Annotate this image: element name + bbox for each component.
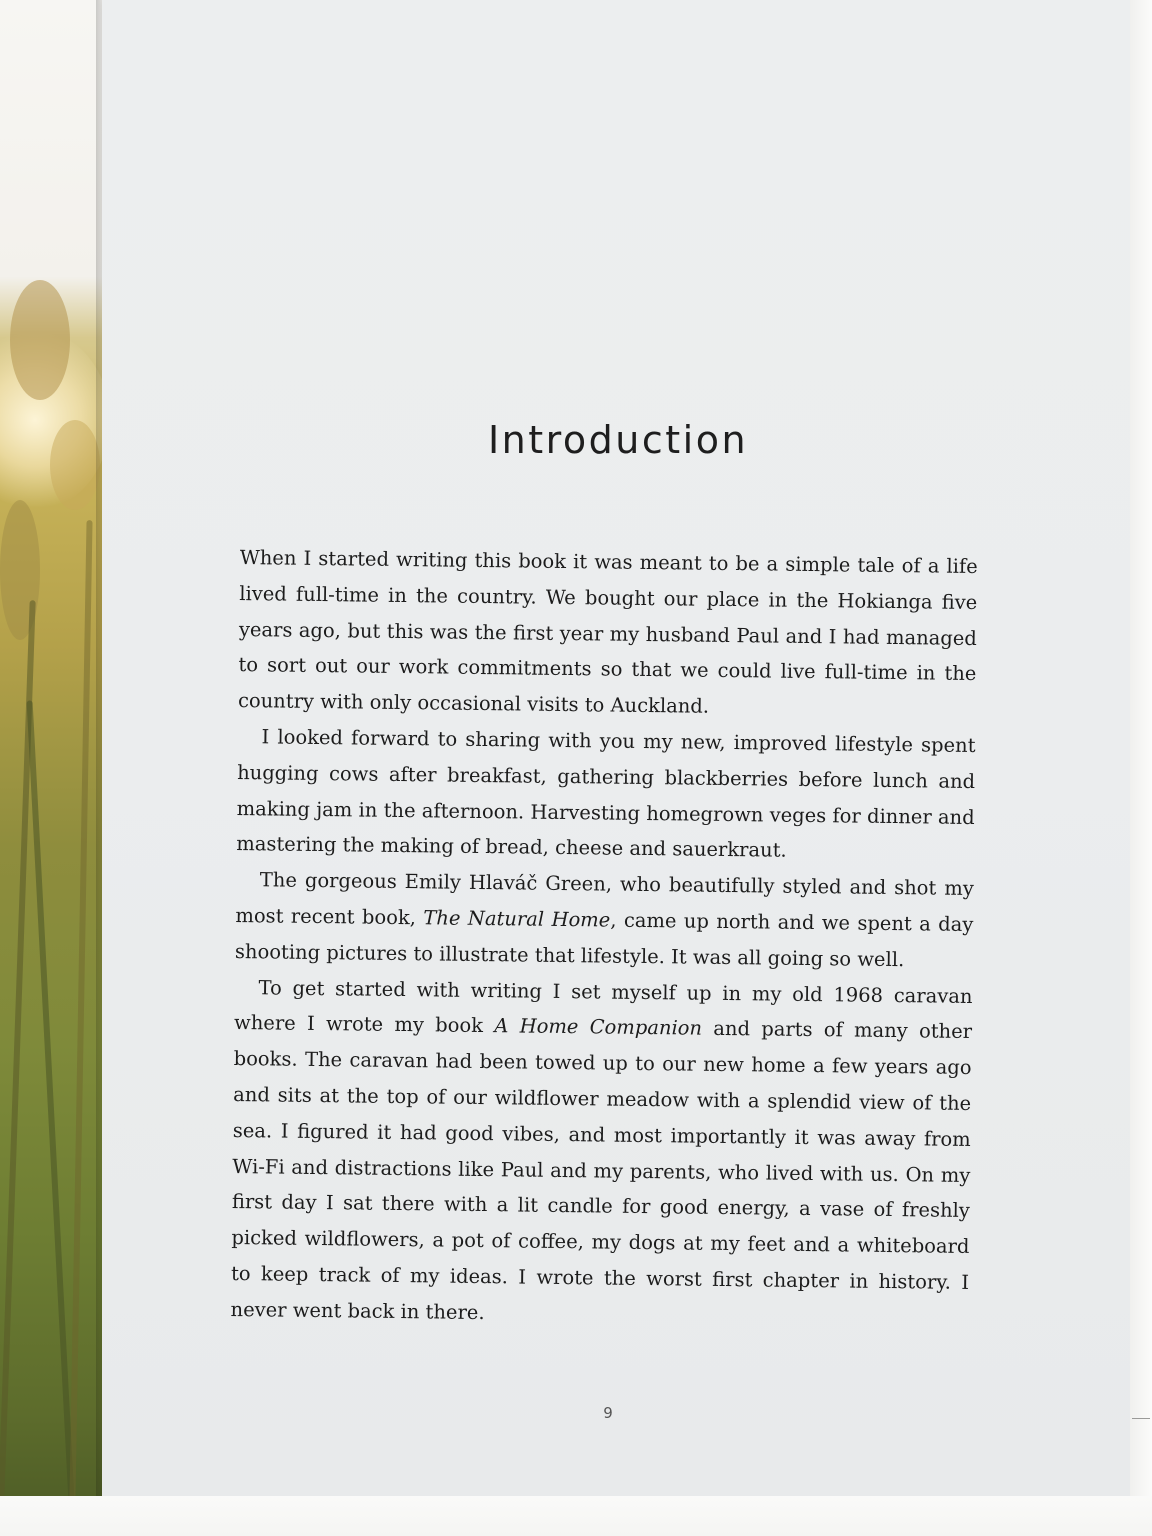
paragraph-text: and parts of many other books. The caravan had been towed up to our new home a few years ago and sits at the top of our wildflower meadow with a splendid view of the sea. I figured it had good vibes, and most importantly it was away from Wi-Fi and distractions like Paul and my parents, who lived with us. On my first day I sat there with a lit candle for good energy, a vase of freshly picked wildflowers, a pot of coffee, my dogs at my feet and a whiteboard to keep track of my ideas. I wrote the worst first chapter in history. I never went back in there. [230, 1017, 973, 1324]
body-text [230, 540, 978, 1336]
facing-page-photo [0, 0, 104, 1536]
grass-tuft [50, 420, 100, 510]
paragraph-text: I looked forward to sharing with you my new, improved lifestyle spent hugging cows after breakfast, gathering blackberries before lunch and making jam in the afternoon. Harvesting homegrown veges for dinner and mastering the making of bread, cheese and sauerkraut. [236, 725, 976, 863]
paragraph-text: The gorgeous Emily Hlaváč Green, who beautifully styled and shot my most recent book, [235, 868, 974, 930]
page-number: 9 [603, 1404, 613, 1422]
paragraph [235, 862, 974, 978]
paragraph [238, 540, 978, 728]
grass-tuft [10, 280, 70, 400]
page-edge [1130, 0, 1152, 1536]
book-title-italic: A Home Companion [494, 1014, 703, 1041]
paragraph-text: , came up north and we spent a day shooting pictures to illustrate that lifestyle. It was all going so well. [234, 908, 974, 971]
paragraph-text: To get started with writing I set myself up in my old 1968 caravan where I wrote my book [233, 975, 973, 1038]
paragraph [236, 719, 976, 871]
grass-stalk [27, 700, 76, 1519]
grass-stalk [69, 520, 92, 1500]
paragraph [230, 970, 972, 1337]
page-edge-line [1132, 1418, 1150, 1419]
book-title-italic: The Natural Home [423, 906, 611, 932]
chapter-title: Introduction [487, 418, 749, 462]
paragraph-text: When I started writing this book it was meant to be a simple tale of a life lived full-time in the country. We bought our place in the Hokianga five years ago, but this was the first year my husband Paul and I had managed to sort out our work commitments so that we could live full-time in the country with only occasional visits to Auckland. [237, 545, 978, 718]
table-surface [0, 1496, 1152, 1536]
